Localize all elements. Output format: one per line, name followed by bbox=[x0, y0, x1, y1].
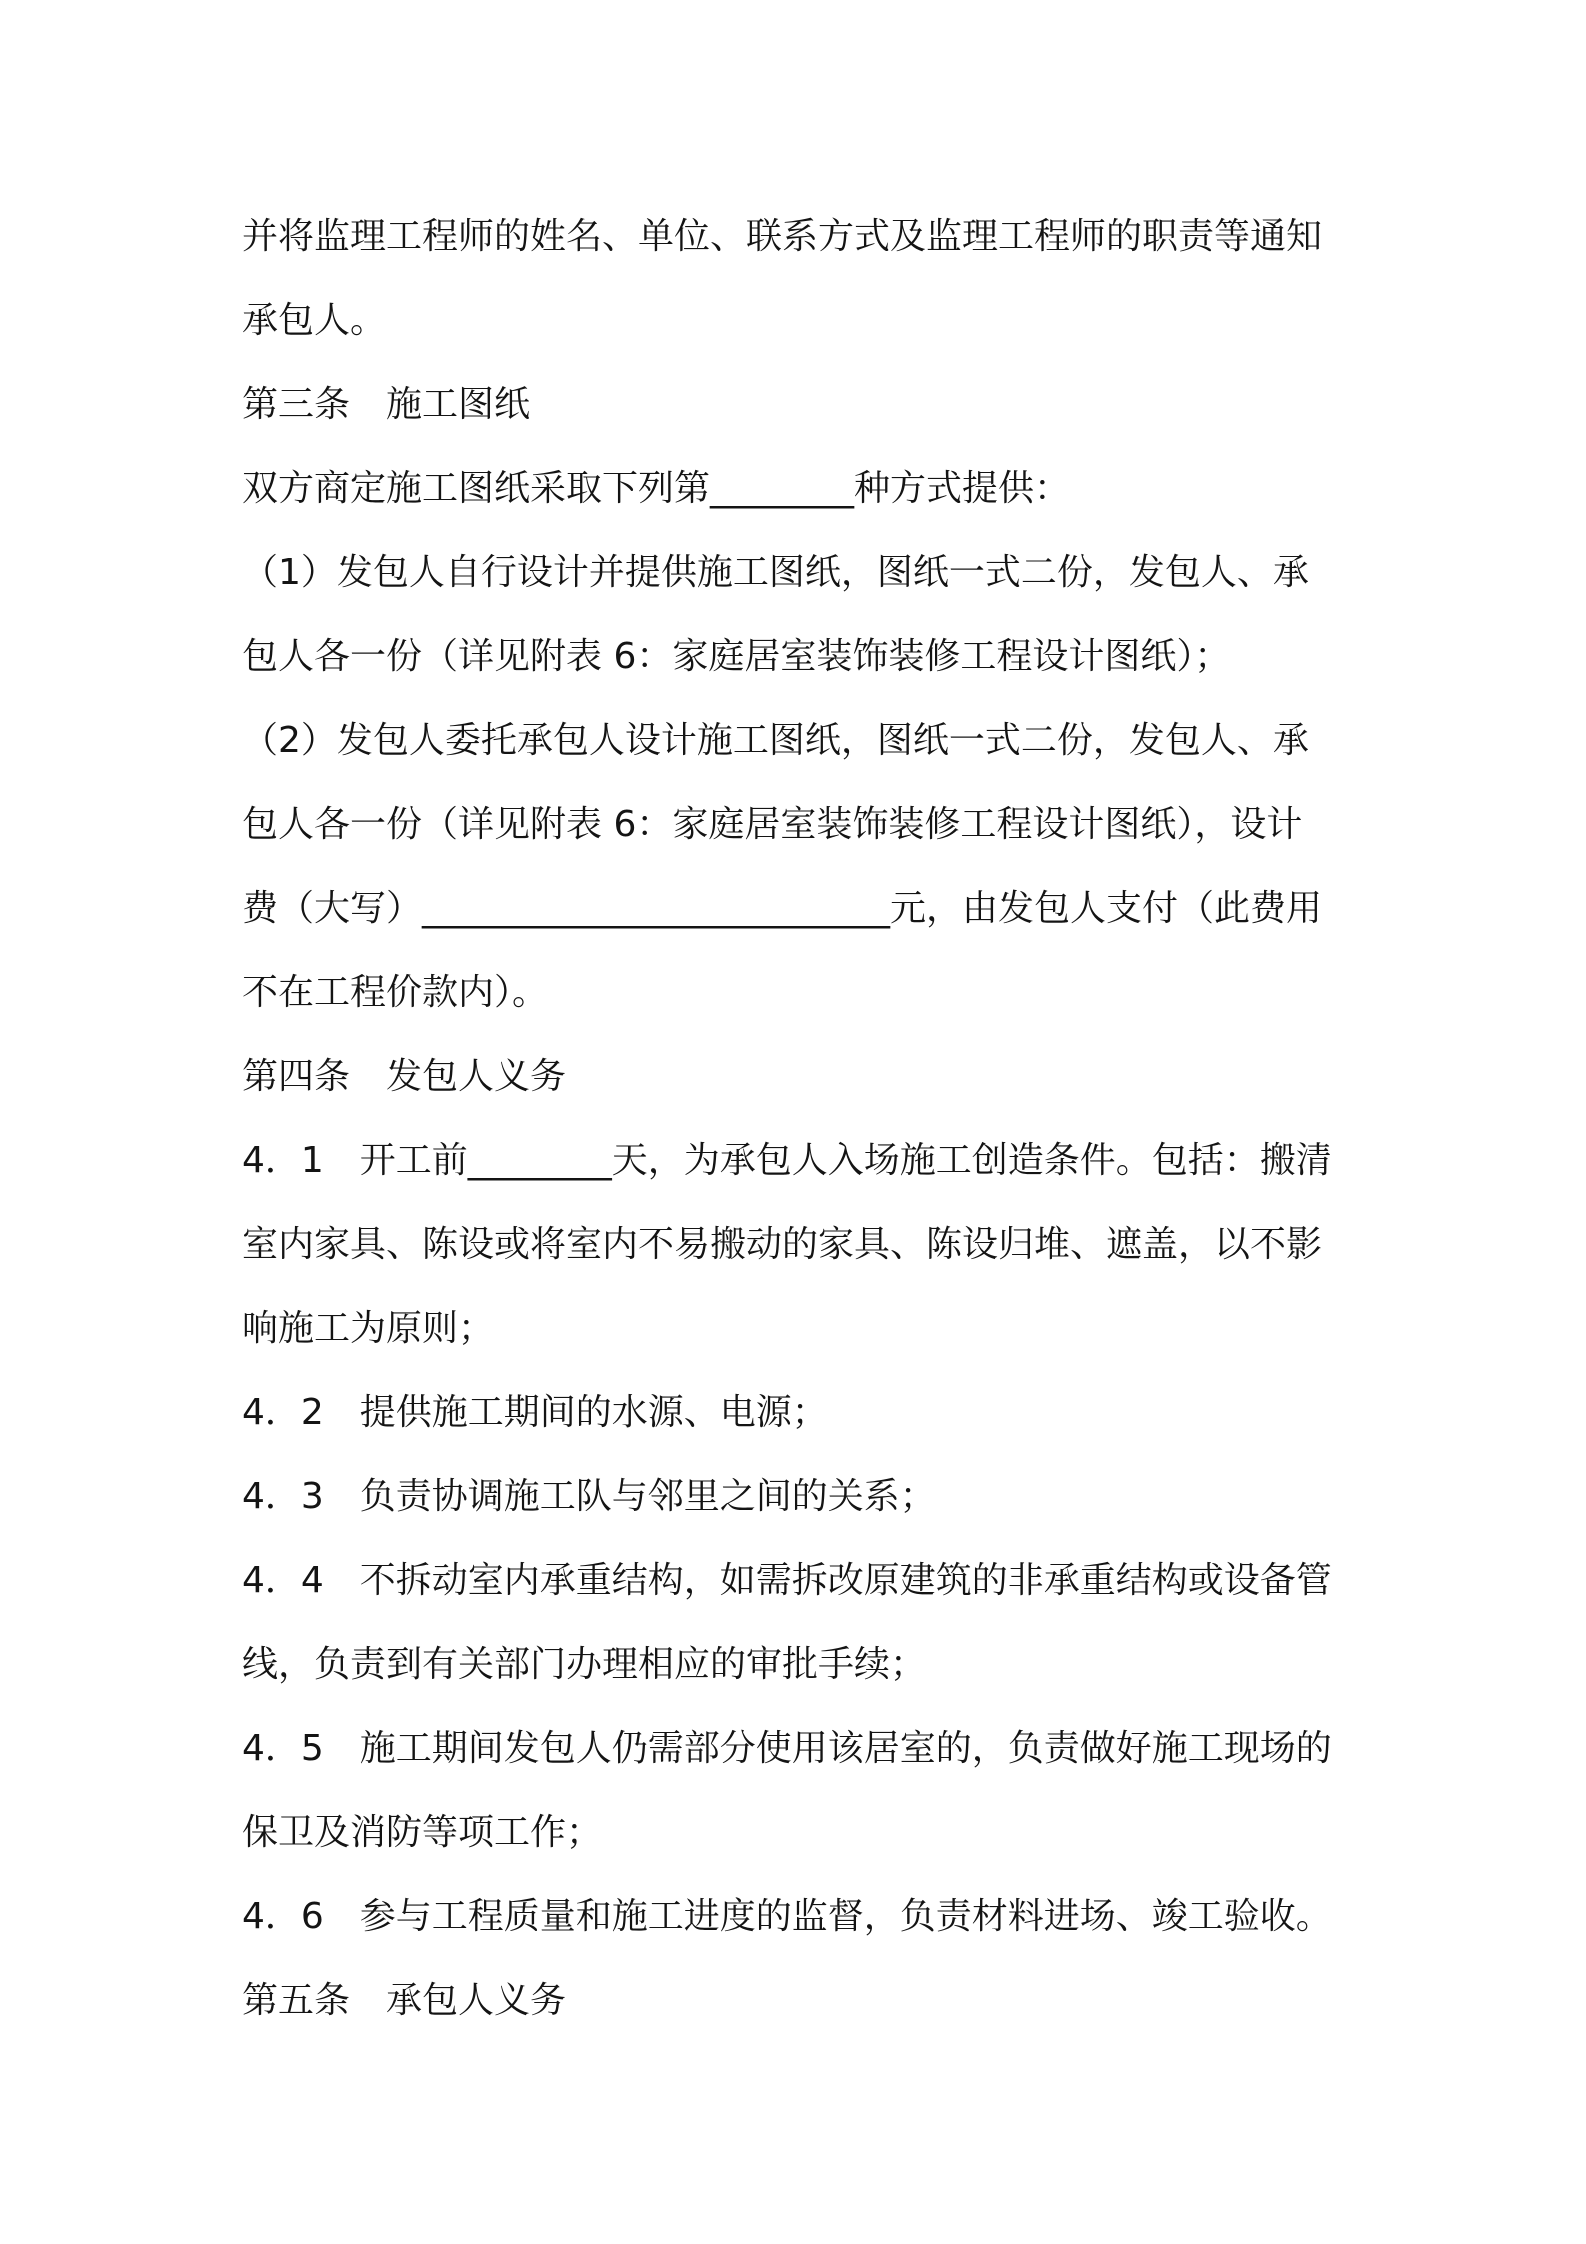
text-line: 费（大写）__________________________元，由发包人支付（此费用 bbox=[242, 888, 1323, 929]
text-line: 并将监理工程师的姓名、单位、联系方式及监理工程师的职责等通知 bbox=[242, 216, 1323, 257]
text-line: 保卫及消防等项工作； bbox=[242, 1812, 603, 1853]
text-line: 承包人。 bbox=[242, 300, 387, 341]
text-line: 包人各一份（详见附表 6：家庭居室装饰装修工程设计图纸），设计 bbox=[242, 804, 1303, 845]
section-heading-article-3: 第三条 施工图纸 bbox=[242, 384, 531, 425]
clause-4-5: 4．5 施工期间发包人仍需部分使用该居室的，负责做好施工现场的 bbox=[242, 1728, 1332, 1769]
clause-4-2: 4．2 提供施工期间的水源、电源； bbox=[242, 1392, 828, 1433]
text-line: 响施工为原则； bbox=[242, 1308, 495, 1349]
text-line: 双方商定施工图纸采取下列第________种方式提供： bbox=[242, 468, 1071, 509]
text-line: 不在工程价款内）。 bbox=[242, 972, 549, 1013]
clause-4-3: 4．3 负责协调施工队与邻里之间的关系； bbox=[242, 1476, 936, 1517]
section-heading-article-4: 第四条 发包人义务 bbox=[242, 1056, 567, 1097]
text-line: 包人各一份（详见附表 6：家庭居室装饰装修工程设计图纸）； bbox=[242, 636, 1231, 677]
text-line: （2）发包人委托承包人设计施工图纸，图纸一式二份，发包人、承 bbox=[242, 720, 1309, 761]
text-line: （1）发包人自行设计并提供施工图纸，图纸一式二份，发包人、承 bbox=[242, 552, 1309, 593]
section-heading-article-5: 第五条 承包人义务 bbox=[242, 1980, 567, 2021]
text-line: 室内家具、陈设或将室内不易搬动的家具、陈设归堆、遮盖，以不影 bbox=[242, 1224, 1323, 1265]
document-body bbox=[242, 195, 1362, 2043]
clause-4-1: 4．1 开工前________天，为承包人入场施工创造条件。包括：搬清 bbox=[242, 1140, 1332, 1181]
text-line: 线，负责到有关部门办理相应的审批手续； bbox=[242, 1644, 927, 1685]
clause-4-6: 4．6 参与工程质量和施工进度的监督，负责材料进场、竣工验收。 bbox=[242, 1896, 1332, 1937]
clause-4-4: 4．4 不拆动室内承重结构，如需拆改原建筑的非承重结构或设备管 bbox=[242, 1560, 1332, 1601]
